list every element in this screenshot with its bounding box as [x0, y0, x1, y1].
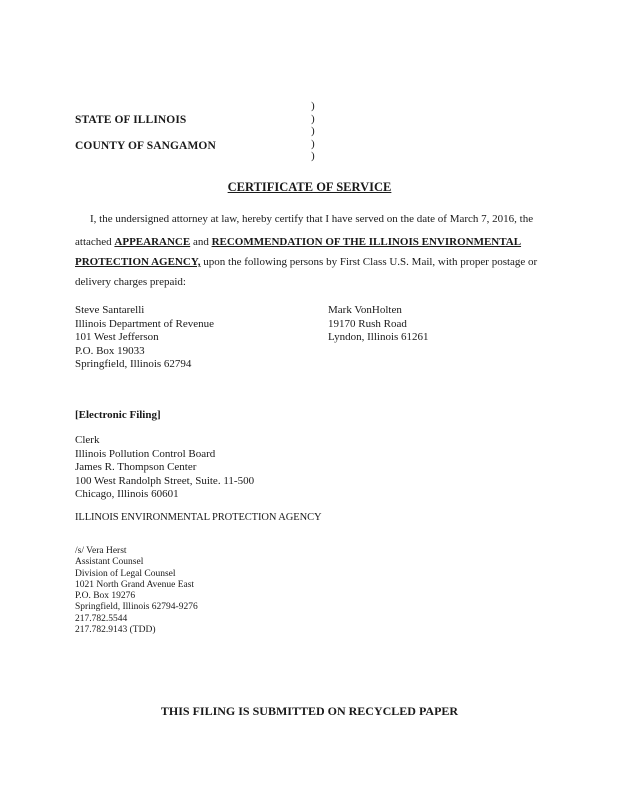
address-line: Mark VonHolten: [328, 304, 402, 316]
recipient-right-address: [328, 304, 429, 345]
address-line: Chicago, Illinois 60601: [75, 488, 179, 500]
caption-bracket: [311, 100, 315, 163]
recipient-left-address: [75, 304, 214, 372]
address-line: Clerk: [75, 434, 100, 446]
electronic-filing-label: [Electronic Filing]: [75, 409, 161, 421]
signature-line: /s/ Vera Herst: [75, 546, 127, 556]
signer-address-line: Springfield, Illinois 62794-9276: [75, 602, 198, 613]
address-line: 19170 Rush Road: [328, 317, 407, 330]
address-line: James R. Thompson Center: [75, 461, 197, 473]
caption-county: COUNTY OF SANGAMON: [75, 140, 216, 152]
signer-division: Division of Legal Counsel: [75, 568, 176, 579]
caption-state: STATE OF ILLINOIS: [75, 114, 187, 126]
body-attached-text: attached: [75, 236, 115, 248]
caption-paren: ): [311, 112, 315, 125]
signer-address-line: P.O. Box 19276: [75, 591, 136, 602]
document-title: CERTIFICATE OF SERVICE: [227, 180, 392, 194]
body-line-3: [75, 256, 537, 268]
address-line: Lyndon, Illinois 61261: [328, 331, 429, 343]
signer-address-line: 1021 North Grand Avenue East: [75, 579, 195, 590]
caption-paren: ): [311, 150, 315, 162]
address-line: 100 West Randolph Street, Suite. 11-500: [75, 474, 255, 487]
signer-tdd: 217.782.9143 (TDD): [75, 625, 156, 636]
caption-paren: ): [311, 125, 315, 137]
signer-title: Assistant Counsel: [75, 557, 144, 568]
address-line: Springfield, Illinois 62794: [75, 358, 192, 370]
clerk-address: [75, 434, 254, 502]
recycled-paper-footer: THIS FILING IS SUBMITTED ON RECYCLED PAPER: [160, 704, 459, 718]
body-line-4: delivery charges prepaid:: [75, 276, 186, 288]
address-line: Illinois Department of Revenue: [75, 317, 214, 330]
caption-paren: ): [311, 137, 315, 150]
caption-paren: ): [311, 100, 315, 112]
body-service-text: upon the following persons by First Class U.S. Mail, with proper postage or: [200, 256, 538, 268]
body-line-2: [75, 236, 521, 248]
agency-name: ILLINOIS ENVIRONMENTAL PROTECTION AGENCY: [75, 512, 322, 523]
address-line: 101 West Jefferson: [75, 331, 159, 343]
recommendation-title-part1: RECOMMENDATION OF THE ILLINOIS ENVIRONMENTAL: [211, 236, 522, 248]
body-and-text: and: [190, 236, 212, 248]
body-line-1: I, the undersigned attorney at law, hereby certify that I have served on the date of March 7, 2016, the: [90, 213, 534, 225]
appearance-title: APPEARANCE: [114, 236, 191, 248]
recommendation-title-part2: PROTECTION AGENCY,: [75, 256, 201, 268]
signature-block: [75, 546, 198, 636]
address-line: Steve Santarelli: [75, 304, 145, 316]
signer-phone: 217.782.5544: [75, 613, 128, 624]
address-line: Illinois Pollution Control Board: [75, 447, 216, 460]
address-line: P.O. Box 19033: [75, 344, 145, 357]
